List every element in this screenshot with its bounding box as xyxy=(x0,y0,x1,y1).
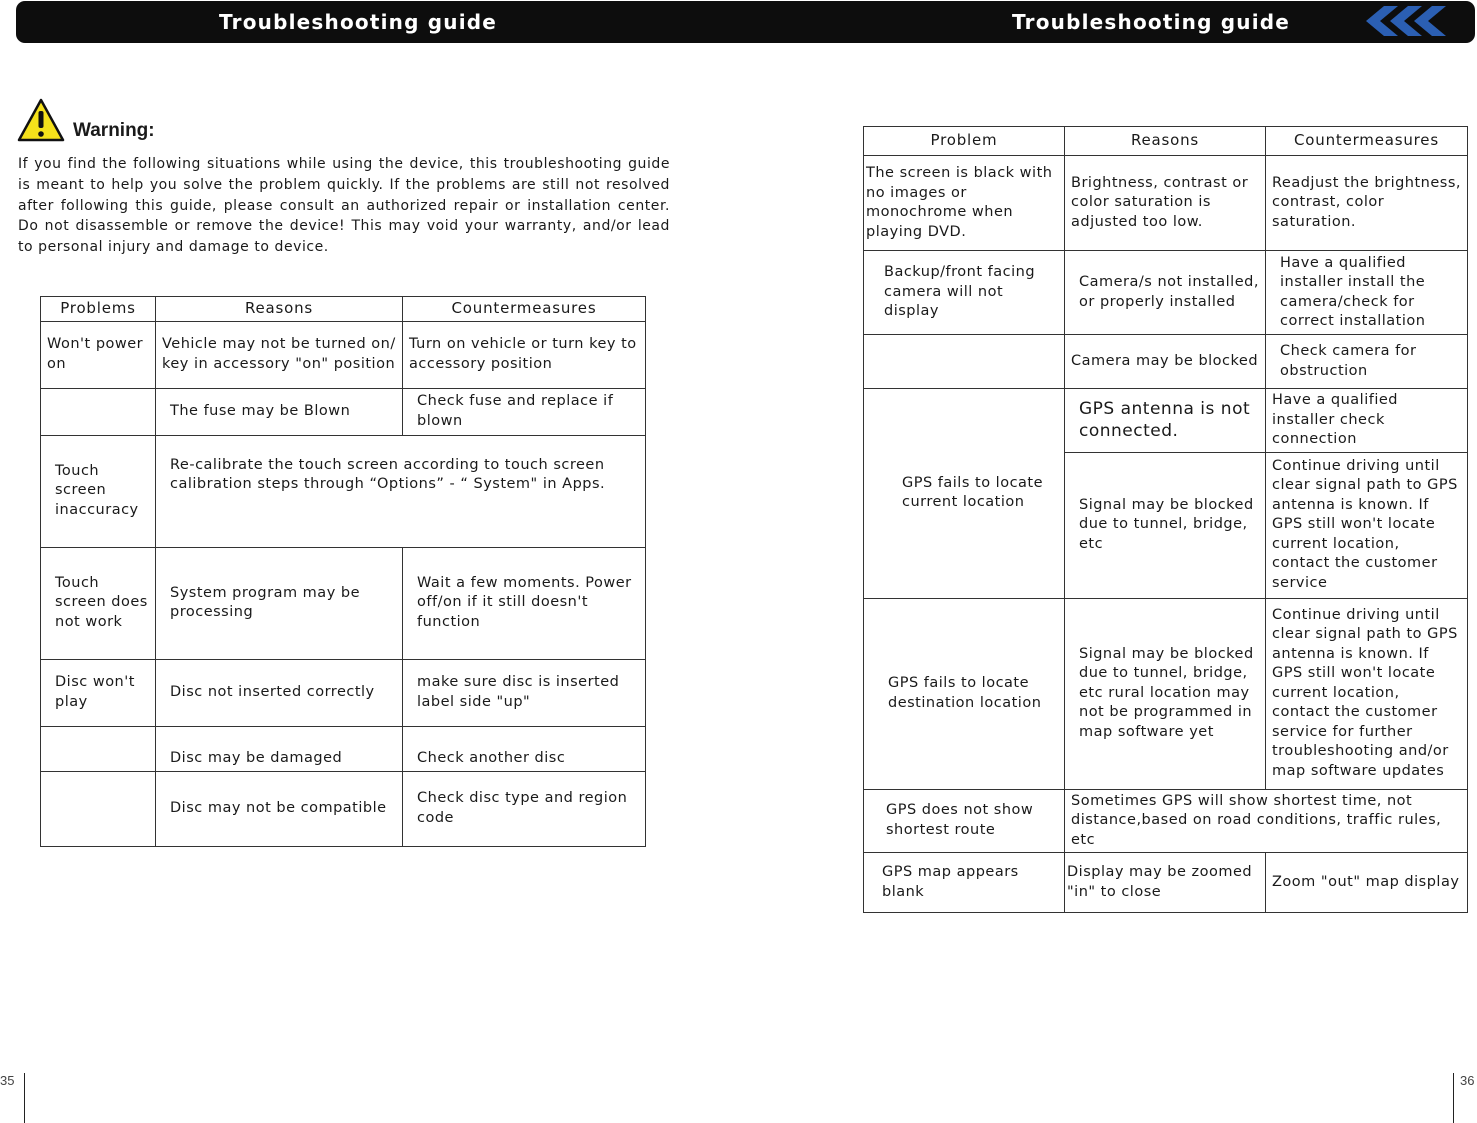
warning-title: Warning: xyxy=(73,120,155,141)
right-page-title: Troubleshooting guide xyxy=(1012,10,1291,34)
measure-cell: Check disc type and region code xyxy=(403,771,646,846)
reason-cell: Camera may be blocked xyxy=(1065,335,1266,389)
reason-cell: System program may be processing xyxy=(156,547,403,659)
table-row xyxy=(864,335,1468,389)
table-row xyxy=(41,388,646,435)
table-row xyxy=(864,853,1468,913)
reason-cell: Vehicle may not be turned on/ key in accessory "on" position xyxy=(156,321,403,388)
reason-cell: Signal may be blocked due to tunnel, bridge, etc rural location may not be programmed in map software yet xyxy=(1065,598,1266,789)
table-row xyxy=(864,789,1468,853)
problem-cell: Disc won't play xyxy=(41,659,156,726)
table-row xyxy=(864,598,1468,789)
reason-cell: Brightness, contrast or color saturation is adjusted too low. xyxy=(1065,156,1266,251)
table-row xyxy=(864,156,1468,251)
problem-cell: GPS map appears blank xyxy=(864,853,1065,913)
left-page-title: Troubleshooting guide xyxy=(219,10,498,34)
problem-cell: GPS fails to locate destination location xyxy=(864,598,1065,789)
table-row xyxy=(41,771,646,846)
header-reasons: Reasons xyxy=(156,297,403,322)
header-problem: Problem xyxy=(864,127,1065,156)
measure-cell: make sure disc is inserted label side "up" xyxy=(403,659,646,726)
problem-cell xyxy=(41,726,156,771)
right-troubleshooting-table xyxy=(863,126,1468,913)
problem-cell: GPS does not show shortest route xyxy=(864,789,1065,853)
measure-cell: Have a qualified installer check connection xyxy=(1266,389,1468,453)
reason-cell: Disc not inserted correctly xyxy=(156,659,403,726)
reason-cell: Signal may be blocked due to tunnel, bridge, etc xyxy=(1065,452,1266,598)
reason-cell: Disc may be damaged xyxy=(156,726,403,771)
problem-cell: Backup/front facing camera will not display xyxy=(864,251,1065,335)
measure-cell: Continue driving until clear signal path to GPS antenna is known. If GPS still won't locate current location, contact the customer service xyxy=(1266,452,1468,598)
table-header-row xyxy=(864,127,1468,156)
measure-cell: Check fuse and replace if blown xyxy=(403,388,646,435)
header-countermeasures: Countermeasures xyxy=(403,297,646,322)
measure-cell: Check another disc xyxy=(403,726,646,771)
measure-cell: Turn on vehicle or turn key to accessory position xyxy=(403,321,646,388)
table-row xyxy=(41,547,646,659)
left-page-number: 35 xyxy=(0,1073,15,1088)
measure-cell: Check camera for obstruction xyxy=(1266,335,1468,389)
reason-cell: GPS antenna is not connected. xyxy=(1065,389,1266,453)
warning-text: If you find the following situations while using the device, this troubleshooting guide is meant to help you solve the problem quickly. If the problems are still not resolved after following this guide, please consult an authorized repair or installation center. Do not disassemble or remove the device! This may void your warranty, and/or lead to personal injury and damage to device. xyxy=(18,156,670,256)
header-reasons: Reasons xyxy=(1065,127,1266,156)
reason-cell: The fuse may be Blown xyxy=(156,388,403,435)
reason-cell: Disc may not be compatible xyxy=(156,771,403,846)
table-row xyxy=(41,435,646,547)
measure-cell: Zoom "out" map display xyxy=(1266,853,1468,913)
table-header-row xyxy=(41,297,646,322)
left-divider xyxy=(24,1073,25,1123)
reason-cell: Camera/s not installed, or properly installed xyxy=(1065,251,1266,335)
header-problems: Problems xyxy=(41,297,156,322)
table-row xyxy=(864,251,1468,335)
problem-cell: The screen is black with no images or monochrome when playing DVD. xyxy=(864,156,1065,251)
measure-cell: Wait a few moments. Power off/on if it still doesn't function xyxy=(403,547,646,659)
header-countermeasures: Countermeasures xyxy=(1266,127,1468,156)
measure-cell: Continue driving until clear signal path to GPS antenna is known. If GPS still won't locate current location, contact the customer service for further troubleshooting and/or map software updates xyxy=(1266,598,1468,789)
merged-reason-cell: Re-calibrate the touch screen according to touch screen calibration steps through “Options” - “ System" in Apps. xyxy=(156,435,646,547)
right-page-number: 36 xyxy=(1460,1073,1475,1088)
problem-cell: GPS fails to locate current location xyxy=(864,389,1065,599)
problem-cell: Touch screen inaccuracy xyxy=(41,435,156,547)
left-troubleshooting-table xyxy=(40,296,646,847)
table-row xyxy=(41,321,646,388)
chevron-left-icon xyxy=(1364,6,1450,36)
measure-cell: Readjust the brightness, contrast, color saturation. xyxy=(1266,156,1468,251)
table-row xyxy=(41,659,646,726)
table-row xyxy=(41,726,646,771)
measure-cell: Have a qualified installer install the camera/check for correct installation xyxy=(1266,251,1468,335)
problem-cell xyxy=(41,771,156,846)
reason-cell: Display may be zoomed "in" to close xyxy=(1065,853,1266,913)
merged-reason-cell: Sometimes GPS will show shortest time, not distance,based on road conditions, traffic rules, etc xyxy=(1065,789,1468,853)
problem-cell: Touch screen does not work xyxy=(41,547,156,659)
problem-cell xyxy=(41,388,156,435)
right-divider xyxy=(1453,1073,1454,1123)
problem-cell xyxy=(864,335,1065,389)
problem-cell: Won't power on xyxy=(41,321,156,388)
table-row xyxy=(864,389,1468,453)
warning-triangle-icon xyxy=(17,98,65,142)
